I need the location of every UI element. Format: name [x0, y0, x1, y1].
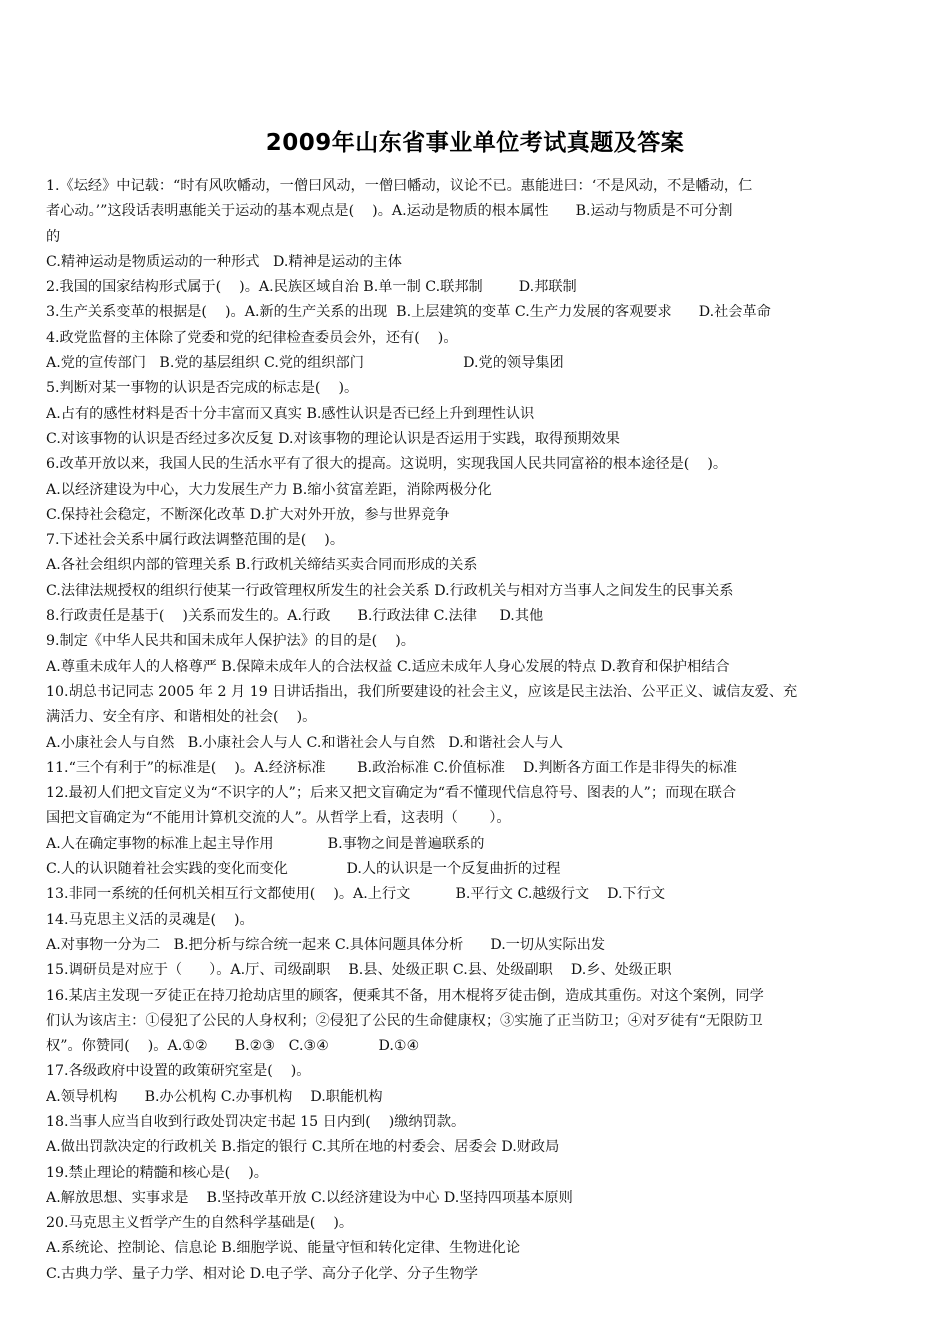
- text-line: 9.制定《中华人民共和国未成年人保护法》的目的是( )。: [46, 633, 415, 650]
- text-line: 3.生产关系变革的根据是( )。A.新的生产关系的出现 B.上层建筑的变革 C.生产力发展的客观要求 D.社会革命: [46, 304, 771, 321]
- text-line: 17.各级政府中设置的政策研究室是( )。: [46, 1063, 311, 1080]
- text-line: C.保持社会稳定，不断深化改革 D.扩大对外开放，参与世界竞争: [46, 506, 450, 523]
- text-line: A.做出罚款决定的行政机关 B.指定的银行 C.其所在地的村委会、居委会 D.财政局: [46, 1139, 560, 1156]
- text-line: 19.禁止理论的精髓和核心是( )。: [46, 1164, 268, 1181]
- text-line: A.领导机构 B.办公机构 C.办事机构 D.职能机构: [46, 1088, 383, 1105]
- text-line: 满活力、安全有序、和谐相处的社会( )。: [46, 709, 317, 726]
- text-line: 10.胡总书记同志 2005 年 2 月 19 日讲话指出，我们所要建设的社会主义，应该是民主法治、公平正义、诚信友爱、充: [46, 683, 798, 700]
- text-line: 权”。你赞同( )。A.①② B.②③ C.③④ D.①④: [46, 1038, 420, 1055]
- text-line: 4.政党监督的主体除了党委和党的纪律检查委员会外，还有( )。: [46, 329, 458, 346]
- text-line: A.对事物一分为二 B.把分析与综合统一起来 C.具体问题具体分析 D.一切从实际出发: [46, 936, 606, 953]
- text-line: 13.非同一系统的任何机关相互行文都使用( )。A.上行文 B.平行文 C.越级行文 D.下行文: [46, 886, 666, 903]
- text-line: 们认为该店主：①侵犯了公民的人身权利；②侵犯了公民的生命健康权；③实施了正当防卫；④对歹徒有“无限防卫: [46, 1012, 763, 1029]
- text-line: 1.《坛经》中记载：“时有风吹幡动，一僧曰风动，一僧曰幡动，议论不已。惠能进曰：‘不是风动，不是幡动，仁: [46, 178, 753, 194]
- text-line: 8.行政责任是基于( )关系而发生的。A.行政 B.行政法律 C.法律 D.其他: [46, 608, 544, 625]
- text-line: A.解放思想、实事求是 B.坚持改革开放 C.以经济建设为中心 D.坚持四项基本原则: [46, 1189, 573, 1206]
- text-line: A.尊重未成年人的人格尊严 B.保障未成年人的合法权益 C.适应未成年人身心发展的特点 D.教育和保护相结合: [46, 658, 730, 675]
- text-line: 15.调研员是对应于（ ）。A.厅、司级副职 B.县、处级正职 C.县、处级副职 D.乡、处级正职: [46, 962, 672, 979]
- text-line: 14.马克思主义活的灵魂是( )。: [46, 911, 254, 928]
- text-line: 者心动。’”这段话表明惠能关于运动的基本观点是( )。A.运动是物质的根本属性 B.运动与物质是不可分割: [46, 203, 733, 220]
- text-line: A.占有的感性材料是否十分丰富而又真实 B.感性认识是否已经上升到理性认识: [46, 405, 535, 422]
- text-line: 20.马克思主义哲学产生的自然科学基础是( )。: [46, 1215, 354, 1232]
- text-line: 国把文盲确定为“不能用计算机交流的人”。从哲学上看，这表明（ ）。: [46, 810, 511, 827]
- text-line: C.法律法规授权的组织行使某一行政管理权所发生的社会关系 D.行政机关与相对方当事人之间发生的民事关系: [46, 582, 734, 599]
- text-line: 18.当事人应当自收到行政处罚决定书起 15 日内到( )缴纳罚款。: [46, 1113, 466, 1130]
- text-line: 11.“三个有利于”的标准是( )。A.经济标准 B.政治标准 C.价值标准 D.判断各方面工作是非得失的标准: [46, 759, 737, 776]
- text-line: 7.下述社会关系中属行政法调整范围的是( )。: [46, 532, 345, 549]
- text-line: C.对该事物的认识是否经过多次反复 D.对该事物的理论认识是否运用于实践，取得预期效果: [46, 430, 620, 447]
- text-line: C.人的认识随着社会实践的变化而变化 D.人的认识是一个反复曲折的过程: [46, 861, 561, 878]
- text-line: C.古典力学、量子力学、相对论 D.电子学、高分子化学、分子生物学: [46, 1265, 478, 1282]
- text-line: A.系统论、控制论、信息论 B.细胞学说、能量守恒和转化定律、生物进化论: [46, 1240, 521, 1257]
- text-line: 的: [46, 228, 61, 245]
- text-line: 2.我国的国家结构形式属于( )。A.民族区域自治 B.单一制 C.联邦制 D.邦联制: [46, 279, 577, 296]
- text-line: C.精神运动是物质运动的一种形式 D.精神是运动的主体: [46, 253, 402, 270]
- text-line: 5.判断对某一事物的认识是否完成的标志是( )。: [46, 380, 359, 397]
- text-line: A.小康社会人与自然 B.小康社会人与人 C.和谐社会人与自然 D.和谐社会人与人: [46, 734, 564, 751]
- page-title: 2009年山东省事业单位考试真题及答案: [265, 130, 685, 156]
- text-line: 16.某店主发现一歹徒正在持刀抢劫店里的顾客，便乘其不备，用木棍将歹徒击倒，造成其重伤。对这个案例，同学: [46, 987, 764, 1004]
- text-line: A.党的宣传部门 B.党的基层组织 C.党的组织部门 D.党的领导集团: [46, 355, 564, 372]
- text-line: A.各社会组织内部的管理关系 B.行政机关缔结买卖合同而形成的关系: [46, 557, 478, 574]
- text-line: 6.改革开放以来，我国人民的生活水平有了很大的提高。这说明，实现我国人民共同富裕的根本途径是( )。: [46, 456, 728, 473]
- text-line: 12.最初人们把文盲定义为“不识字的人”；后来又把文盲确定为“看不懂现代信息符号、图表的人”；而现在联合: [46, 785, 737, 802]
- question-body: [46, 174, 908, 1287]
- text-line: A.以经济建设为中心，大力发展生产力 B.缩小贫富差距，消除两极分化: [46, 481, 492, 498]
- text-line: A.人在确定事物的标准上起主导作用 B.事物之间是普遍联系的: [46, 835, 485, 852]
